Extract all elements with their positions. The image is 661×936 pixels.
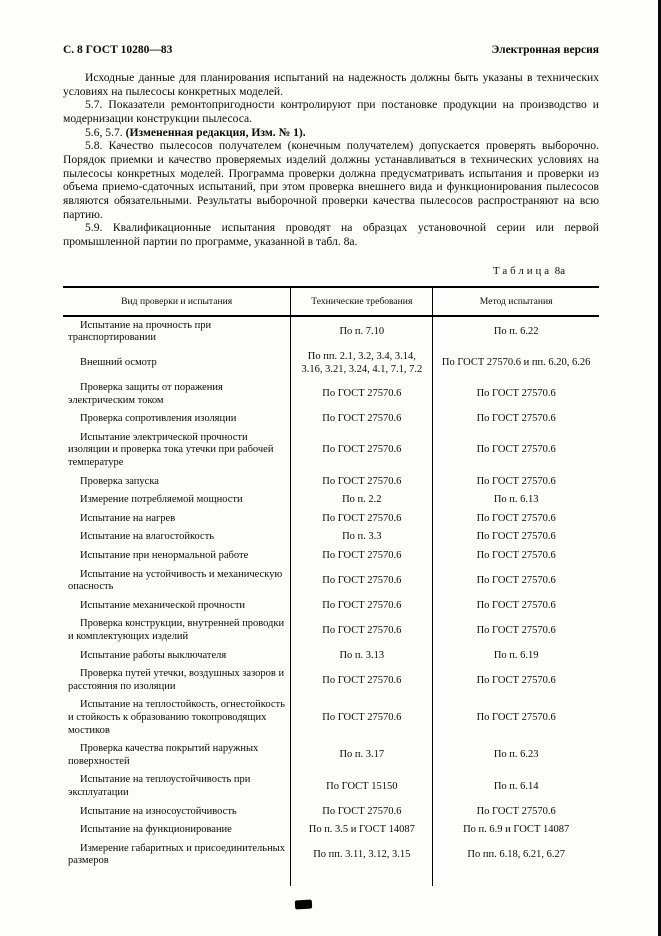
method-cell: По ГОСТ 27570.6: [476, 475, 556, 487]
table-row: [63, 473, 599, 492]
paragraph-amendment: [63, 126, 599, 140]
table-row: [63, 429, 599, 473]
method-cell: По п. 6.14: [493, 780, 539, 792]
check-type-cell: Испытание на теплоустойчивость при эксплуатации: [63, 771, 291, 802]
method-cell: По ГОСТ 27570.6: [476, 805, 556, 817]
table-row: [63, 491, 599, 510]
method-cell: По п. 6.9 и ГОСТ 14087: [463, 824, 570, 836]
tests-table: [63, 286, 599, 886]
paragraph: Исходные данные для планирования испытаний на надежность должны быть указаны в технических условиях на пылесосы конкретных моделей.: [63, 71, 599, 98]
table-row: [63, 665, 599, 696]
method-cell: По ГОСТ 27570.6: [476, 624, 556, 636]
check-type-cell: Испытание электрической прочности изоляции и проверка тока утечки при рабочей температуре: [63, 429, 291, 473]
table-row: [63, 803, 599, 822]
method-cell: По ГОСТ 27570.6: [476, 388, 556, 400]
tech-req-cell: По ГОСТ 27570.6: [291, 379, 433, 410]
method-cell: По п. 6.22: [493, 326, 539, 338]
check-type-cell: Испытание механической прочности: [63, 597, 291, 616]
check-type-cell: Испытание на устойчивость и механическую опасность: [63, 566, 291, 597]
method-cell: По ГОСТ 27570.6: [476, 574, 556, 586]
check-type-cell: Испытание на влагостойкость: [63, 528, 291, 547]
page-header: [63, 44, 599, 56]
tech-req-cell: По ГОСТ 27570.6: [291, 510, 433, 529]
tech-req-cell: По п. 3.5 и ГОСТ 14087: [291, 821, 433, 840]
table-caption-word: Таблица: [493, 264, 553, 277]
check-type-cell: Проверка сопротивления изоляции: [63, 410, 291, 429]
body-text: [63, 71, 599, 249]
table-row: [63, 840, 599, 886]
check-type-cell: Проверка защиты от поражения электрическим током: [63, 379, 291, 410]
check-type-cell: Испытание на теплостойкость, огнестойкость и стойкость к образованию токопроводящих мостиков: [63, 696, 291, 740]
table-header-row: [63, 287, 599, 316]
tech-req-cell: По ГОСТ 27570.6: [291, 803, 433, 822]
tech-req-cell: По п. 2.2: [291, 491, 433, 510]
tech-req-cell: По п. 3.17: [291, 740, 433, 771]
electronic-version-label: Электронная версия: [491, 44, 599, 56]
method-cell: По ГОСТ 27570.6: [476, 599, 556, 611]
paragraph: 5.9. Квалификационные испытания проводят на образцах установочной серии или первой промышленной партии по программе, указанной в табл. 8а.: [63, 221, 599, 249]
table-row: [63, 771, 599, 802]
amendment-note: (Измененная редакция, Изм. № 1).: [125, 125, 306, 139]
table-row: [63, 316, 599, 348]
method-cell: По ГОСТ 27570.6: [476, 512, 556, 524]
check-type-cell: Проверка путей утечки, воздушных зазоров и расстояния по изоляции: [63, 665, 291, 696]
tech-req-cell: По ГОСТ 27570.6: [291, 473, 433, 492]
method-cell: По п. 6.19: [493, 649, 539, 661]
check-type-cell: Испытание при ненормальной работе: [63, 547, 291, 566]
check-type-cell: Измерение габаритных и присоединительных размеров: [63, 840, 291, 886]
table-caption: [63, 265, 599, 277]
table-row: [63, 510, 599, 529]
table-row: [63, 528, 599, 547]
column-header-check-type: Вид проверки и испытания: [63, 287, 291, 316]
tech-req-cell: По ГОСТ 27570.6: [291, 665, 433, 696]
table-body: [63, 316, 599, 886]
table-row: [63, 379, 599, 410]
table-row: [63, 696, 599, 740]
tech-req-cell: По пп. 3.11, 3.12, 3.15: [291, 840, 433, 886]
method-cell: По п. 6.23: [493, 749, 539, 761]
tech-req-cell: По ГОСТ 27570.6: [291, 615, 433, 646]
check-type-cell: Испытание работы выключателя: [63, 647, 291, 666]
tech-req-cell: По ГОСТ 27570.6: [291, 597, 433, 616]
check-type-cell: Испытание на прочность при транспортировании: [63, 316, 291, 348]
method-cell: По ГОСТ 27570.6: [476, 674, 556, 686]
table-row: [63, 410, 599, 429]
tech-req-cell: По пп. 2.1, 3.2, 3.4, 3.14, 3.16, 3.21, 3.24, 4.1, 7.1, 7.2: [291, 348, 433, 379]
column-header-tech-requirements: Технические требования: [291, 287, 433, 316]
check-type-cell: Проверка качества покрытий наружных поверхностей: [63, 740, 291, 771]
check-type-cell: Внешний осмотр: [63, 348, 291, 379]
tech-req-cell: По ГОСТ 27570.6: [291, 566, 433, 597]
column-header-test-method: Метод испытания: [433, 287, 599, 316]
method-cell: По ГОСТ 27570.6: [476, 550, 556, 562]
table-row: [63, 647, 599, 666]
method-cell: По ГОСТ 27570.6: [476, 711, 556, 723]
tech-req-cell: По п. 3.13: [291, 647, 433, 666]
check-type-cell: Испытание на функционирование: [63, 821, 291, 840]
check-type-cell: Испытание на износоустойчивость: [63, 803, 291, 822]
tech-req-cell: По п. 3.3: [291, 528, 433, 547]
scan-artifact-mark: [295, 900, 312, 910]
tech-req-cell: По ГОСТ 27570.6: [291, 696, 433, 740]
tech-req-cell: По ГОСТ 27570.6: [291, 547, 433, 566]
table-row: [63, 597, 599, 616]
tech-req-cell: По п. 7.10: [291, 316, 433, 348]
table-header: [63, 287, 599, 316]
page-number-standard: С. 8 ГОСТ 10280—83: [63, 44, 173, 56]
method-cell: По п. 6.13: [493, 494, 539, 506]
table-row: [63, 547, 599, 566]
tech-req-cell: По ГОСТ 27570.6: [291, 410, 433, 429]
amendment-lead: 5.6, 5.7.: [85, 125, 126, 139]
tech-req-cell: По ГОСТ 27570.6: [291, 429, 433, 473]
table-caption-number: 8а: [554, 264, 565, 277]
table-row: [63, 740, 599, 771]
table-row: [63, 348, 599, 379]
table-row: [63, 821, 599, 840]
table-row: [63, 615, 599, 646]
check-type-cell: Проверка конструкции, внутренней проводки и комплектующих изделий: [63, 615, 291, 646]
paragraph: 5.8. Качество пылесосов получателем (конечным получателем) допускается проверять выборочно. Порядок приемки и качество проверяемых изделий должны устанавливаться в технических условиях на пылесосы конкретных моделей. Программа проверки должна предусматривать испытания и проверки из объема приемо-сдаточных испытаний, при этом проверка внешнего вида и функционирования пылесосов являются обязательными. Результаты выборочной проверки качества пылесосов распространяют на всю партию.: [63, 139, 599, 221]
method-cell: По ГОСТ 27570.6: [476, 413, 556, 425]
table-row: [63, 566, 599, 597]
method-cell: По ГОСТ 27570.6: [476, 531, 556, 543]
method-cell: По пп. 6.18, 6.21, 6.27: [467, 849, 565, 861]
method-cell: По ГОСТ 27570.6: [476, 444, 556, 456]
tech-req-cell: По ГОСТ 15150: [291, 771, 433, 802]
paragraph: 5.7. Показатели ремонтопригодности контролируют при постановке продукции на производство и модернизации конструкции пылесоса.: [63, 98, 599, 126]
check-type-cell: Испытание на нагрев: [63, 510, 291, 529]
check-type-cell: Проверка запуска: [63, 473, 291, 492]
method-cell: По ГОСТ 27570.6 и пп. 6.20, 6.26: [441, 357, 591, 369]
check-type-cell: Измерение потребляемой мощности: [63, 491, 291, 510]
